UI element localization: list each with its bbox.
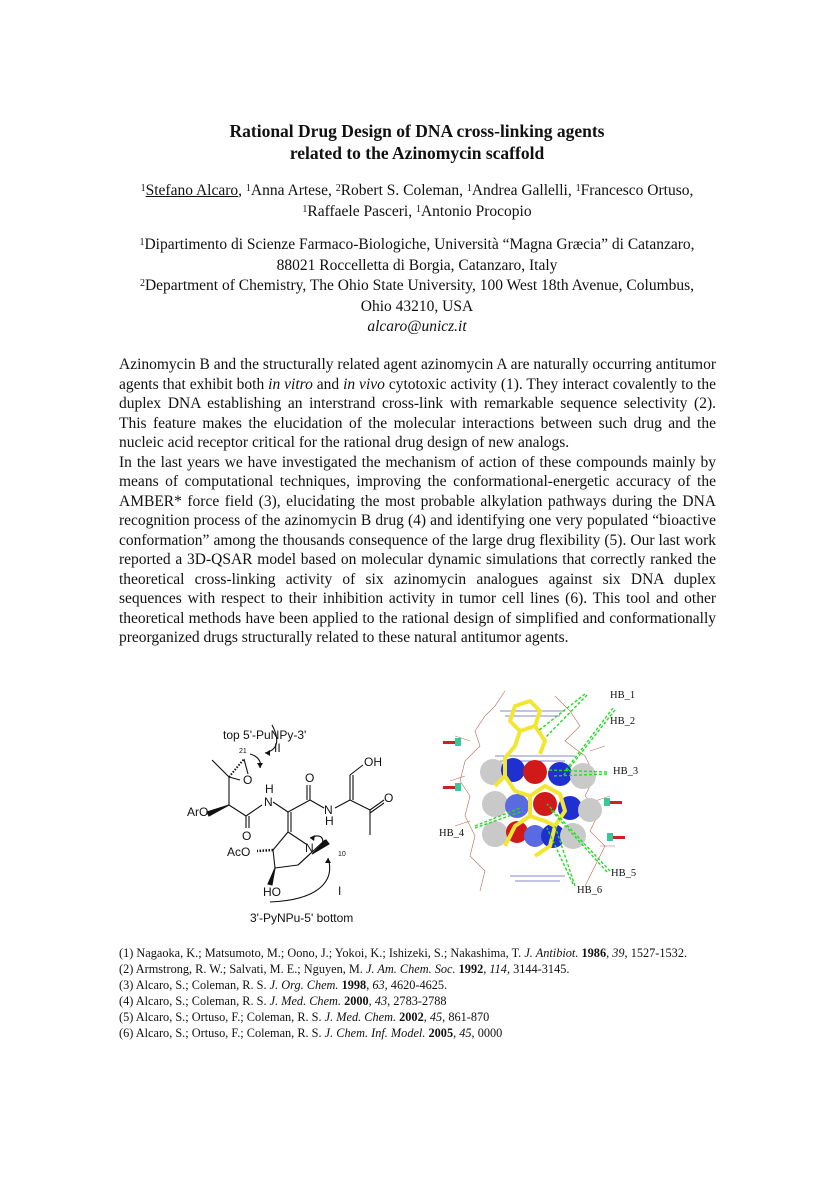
hb-label-2: HB_2 (610, 716, 636, 727)
bottom-strand-label: 3'-PyNPu-5' bottom (250, 911, 354, 925)
author-name: Robert S. Coleman (340, 182, 460, 199)
reference-item (119, 1025, 719, 1041)
reference-year: 1998 (341, 978, 367, 992)
reference-text: (5) Alcaro, S.; Ortuso, F.; Coleman, R. S. (119, 1010, 325, 1024)
reference-italic: 45 (459, 1026, 472, 1040)
reference-text: , (483, 962, 490, 976)
affiliation-1 (130, 235, 704, 276)
author-name: Anna Artese (250, 182, 328, 199)
bond (288, 832, 306, 844)
author-affiliation-marker: 1 (415, 204, 421, 215)
reference-item (119, 945, 719, 961)
affiliations (130, 235, 704, 338)
author-affiliation-marker: 1 (302, 204, 308, 215)
author-affiliation-marker: 2 (335, 183, 341, 194)
hb-label-1: HB_1 (610, 690, 636, 701)
hb-label-4: HB_4 (439, 828, 465, 839)
bond (273, 802, 288, 812)
reference-year: 2002 (399, 1010, 424, 1024)
affiliation-text: Department of Chemistry, The Ohio State University, 100 West 18th Avenue, Columbus, Ohio 43210, USA (144, 277, 695, 315)
reference-text: , 4620-4625. (384, 978, 448, 992)
amide-h: H (265, 782, 274, 796)
bond (350, 800, 370, 810)
reference-italic: J. Med. Chem. (269, 994, 341, 1008)
contact-email[interactable]: alcaro@unicz.it (367, 318, 467, 335)
bond (275, 865, 298, 868)
author-affiliation-marker: 1 (140, 183, 146, 194)
reference-text: , (366, 978, 373, 992)
arrowhead (257, 763, 263, 768)
reference-year: 2000 (344, 994, 369, 1008)
spacefill-atoms (480, 758, 602, 849)
text-run: and (312, 375, 344, 393)
author-name: Stefano Alcaro (145, 182, 239, 199)
author-affiliation-marker: 1 (575, 183, 581, 194)
bond-hashed (257, 850, 273, 851)
author-name: Andrea Gallelli (471, 182, 568, 199)
author-list: $^1$Stefano Alcaro, $^1$Anna Artese, $^2$Robert S. Coleman, $^1$Andrea Gallelli, $^1$Francesco Ortuso, $^1$Raffaele Pasceri, $^1$Antonio Procopio (140, 182, 694, 220)
top-strand-label: top 5'-PuNPy-3' (223, 728, 307, 742)
affiliation-marker: 2 (139, 278, 145, 289)
chemical-structure-drawing (180, 720, 430, 930)
reference-text: , 0000 (471, 1026, 503, 1040)
arrowhead (325, 858, 331, 863)
reference-text: (6) Alcaro, S.; Ortuso, F.; Coleman, R. S. (119, 1026, 325, 1040)
aziridine-n: N (305, 841, 314, 855)
reference-item (119, 993, 719, 1009)
bond (350, 765, 363, 775)
reference-year: 2005 (428, 1026, 454, 1040)
amide-n: N (264, 795, 273, 809)
text-run: cytotoxic activity (1). They interact covalently to the duplex DNA establishing an interstrand cross-link with remarkable sequence selectivity (2). This feature makes the elucidation of the molecular interactions between such drug and the nucleic acid receptor critical for the rational drug design of new analogs. (119, 375, 716, 451)
carbonyl-o-2: O (242, 829, 252, 843)
azinomycin-structure-scheme (180, 720, 430, 930)
bond-wedge (268, 868, 275, 885)
reference-item (119, 1009, 719, 1025)
author-affiliation-marker: 1 (466, 183, 472, 194)
reference-text: (3) Alcaro, S.; Coleman, R. S. (119, 978, 270, 992)
bond (335, 800, 350, 808)
affiliation-text: Dipartimento di Scienze Farmaco-Biologiche, Università “Magna Græcia” di Catanzaro, 88021 Roccelletta di Borgia, Catanzaro, Italy (144, 236, 695, 274)
reference-italic: 45 (429, 1010, 443, 1024)
author-name: Raffaele Pasceri (307, 203, 409, 220)
bond (273, 832, 288, 850)
dna-drug-complex-model (435, 686, 645, 906)
reference-item (119, 977, 719, 993)
reference-text: , (606, 946, 613, 960)
reference-text: (1) Nagaoka, K.; Matsumoto, M.; Oono, J.; Yokoi, K.; Ishizeki, S.; Nakashima, T. (119, 946, 525, 960)
bond (246, 805, 262, 816)
author-name: Antonio Procopio (420, 203, 532, 220)
title-line-1: Rational Drug Design of DNA cross-linking agents (229, 121, 605, 141)
reference-italic: 43 (374, 994, 388, 1008)
amide-n-2: N (324, 803, 333, 817)
reference-italic: 39 (612, 946, 625, 960)
hb-label-6: HB_6 (577, 885, 603, 896)
reference-text: (2) Armstrong, R. W.; Salvati, M. E.; Nguyen, M. (119, 962, 366, 976)
hydroxyl-ho: HO (263, 885, 281, 899)
reference-item (119, 961, 719, 977)
abstract-body (119, 355, 716, 648)
reference-italic: J. Am. Chem. Soc. (365, 962, 456, 976)
affiliation-marker: 1 (139, 237, 145, 248)
abstract-paragraph-1 (119, 355, 716, 453)
author-affiliation-marker: 1 (245, 183, 251, 194)
reference-text: , 1527-1532. (624, 946, 688, 960)
epoxide-oxygen: O (243, 773, 253, 787)
atom-number-10: 10 (338, 851, 346, 858)
reference-italic: J. Antibiot. (524, 946, 579, 960)
reference-year: 1986 (581, 946, 607, 960)
bond (229, 777, 240, 780)
bond (288, 800, 310, 812)
ketone-o: O (384, 791, 394, 805)
reference-text: , 3144-3145. (506, 962, 570, 976)
author-name: Francesco Ortuso (580, 182, 690, 199)
bond-hashed (229, 759, 244, 777)
title-line-2: related to the Azinomycin scaffold (289, 143, 545, 163)
hydroxyl-oh: OH (364, 755, 382, 769)
abstract-paragraph-2: In the last years we have investigated the mechanism of action of these compounds mainly by means of computational techniques, improving the conformational-energetic accuracy of the AMBER* force field (3), elucidating the most probable alkylation pathways during the DNA recognition process of the azinomycin B drug (4) and identifying one very populated “bioactive conformation” among the thousands consequence of the large drug flexibility (5). Our last work reported a 3D-QSAR model based on molecular dynamic simulations that correctly ranked the theoretical cross-linking activity of six azinomycin analogues against six DNA duplex sequences with respect to their inhibition activity in tumor cell lines (6). This tool and other theoretical methods have been applied to the rational design of simplified and conformationally preorganized drugs structurally related to these natural antitumor agents. (119, 453, 716, 646)
reference-year: 1992 (458, 962, 484, 976)
atom-number-21: 21 (239, 748, 247, 755)
aryloxy-group: ArO (187, 805, 209, 819)
molecular-model-render (435, 686, 645, 906)
reference-text: , (453, 1026, 460, 1040)
italic-term: in vitro (268, 375, 313, 393)
acetoxy-group: AcO (227, 845, 251, 859)
step-II-label: II (274, 741, 281, 755)
reference-italic: J. Med. Chem. (324, 1010, 397, 1024)
reference-text: , (368, 994, 375, 1008)
bond-wedge (207, 805, 229, 816)
text-run: Azinomycin B and the structurally related agent azinomycin A are naturally occurring antitumor agents that exhibit both (119, 356, 716, 393)
bond (212, 760, 229, 777)
hb-label-3: HB_3 (613, 766, 639, 777)
reference-text: , 861-870 (442, 1010, 490, 1024)
reference-text: , (423, 1010, 430, 1024)
dna-backbone-wireframe (450, 691, 615, 891)
reference-text: , 2783-2788 (387, 994, 447, 1008)
reference-italic: J. Chem. Inf. Model. (324, 1026, 426, 1040)
affiliation-2 (130, 276, 704, 317)
hydrogen-bond-lines (475, 694, 615, 886)
reference-italic: J. Org. Chem. (269, 978, 339, 992)
reference-italic: 114 (489, 962, 507, 976)
bond (229, 805, 246, 816)
carbonyl-o: O (305, 771, 315, 785)
reference-italic: 63 (372, 978, 385, 992)
arrowhead (265, 750, 270, 756)
amide-h-2: H (325, 814, 334, 828)
step-I-label: I (338, 884, 342, 898)
bond (310, 800, 324, 808)
bond (273, 850, 275, 868)
italic-term: in vivo (343, 375, 385, 393)
reference-list (119, 945, 719, 1041)
bond (244, 759, 248, 774)
reference-text: (4) Alcaro, S.; Coleman, R. S. (119, 994, 270, 1008)
hb-label-5: HB_5 (611, 868, 637, 879)
paper-title (0, 120, 834, 164)
